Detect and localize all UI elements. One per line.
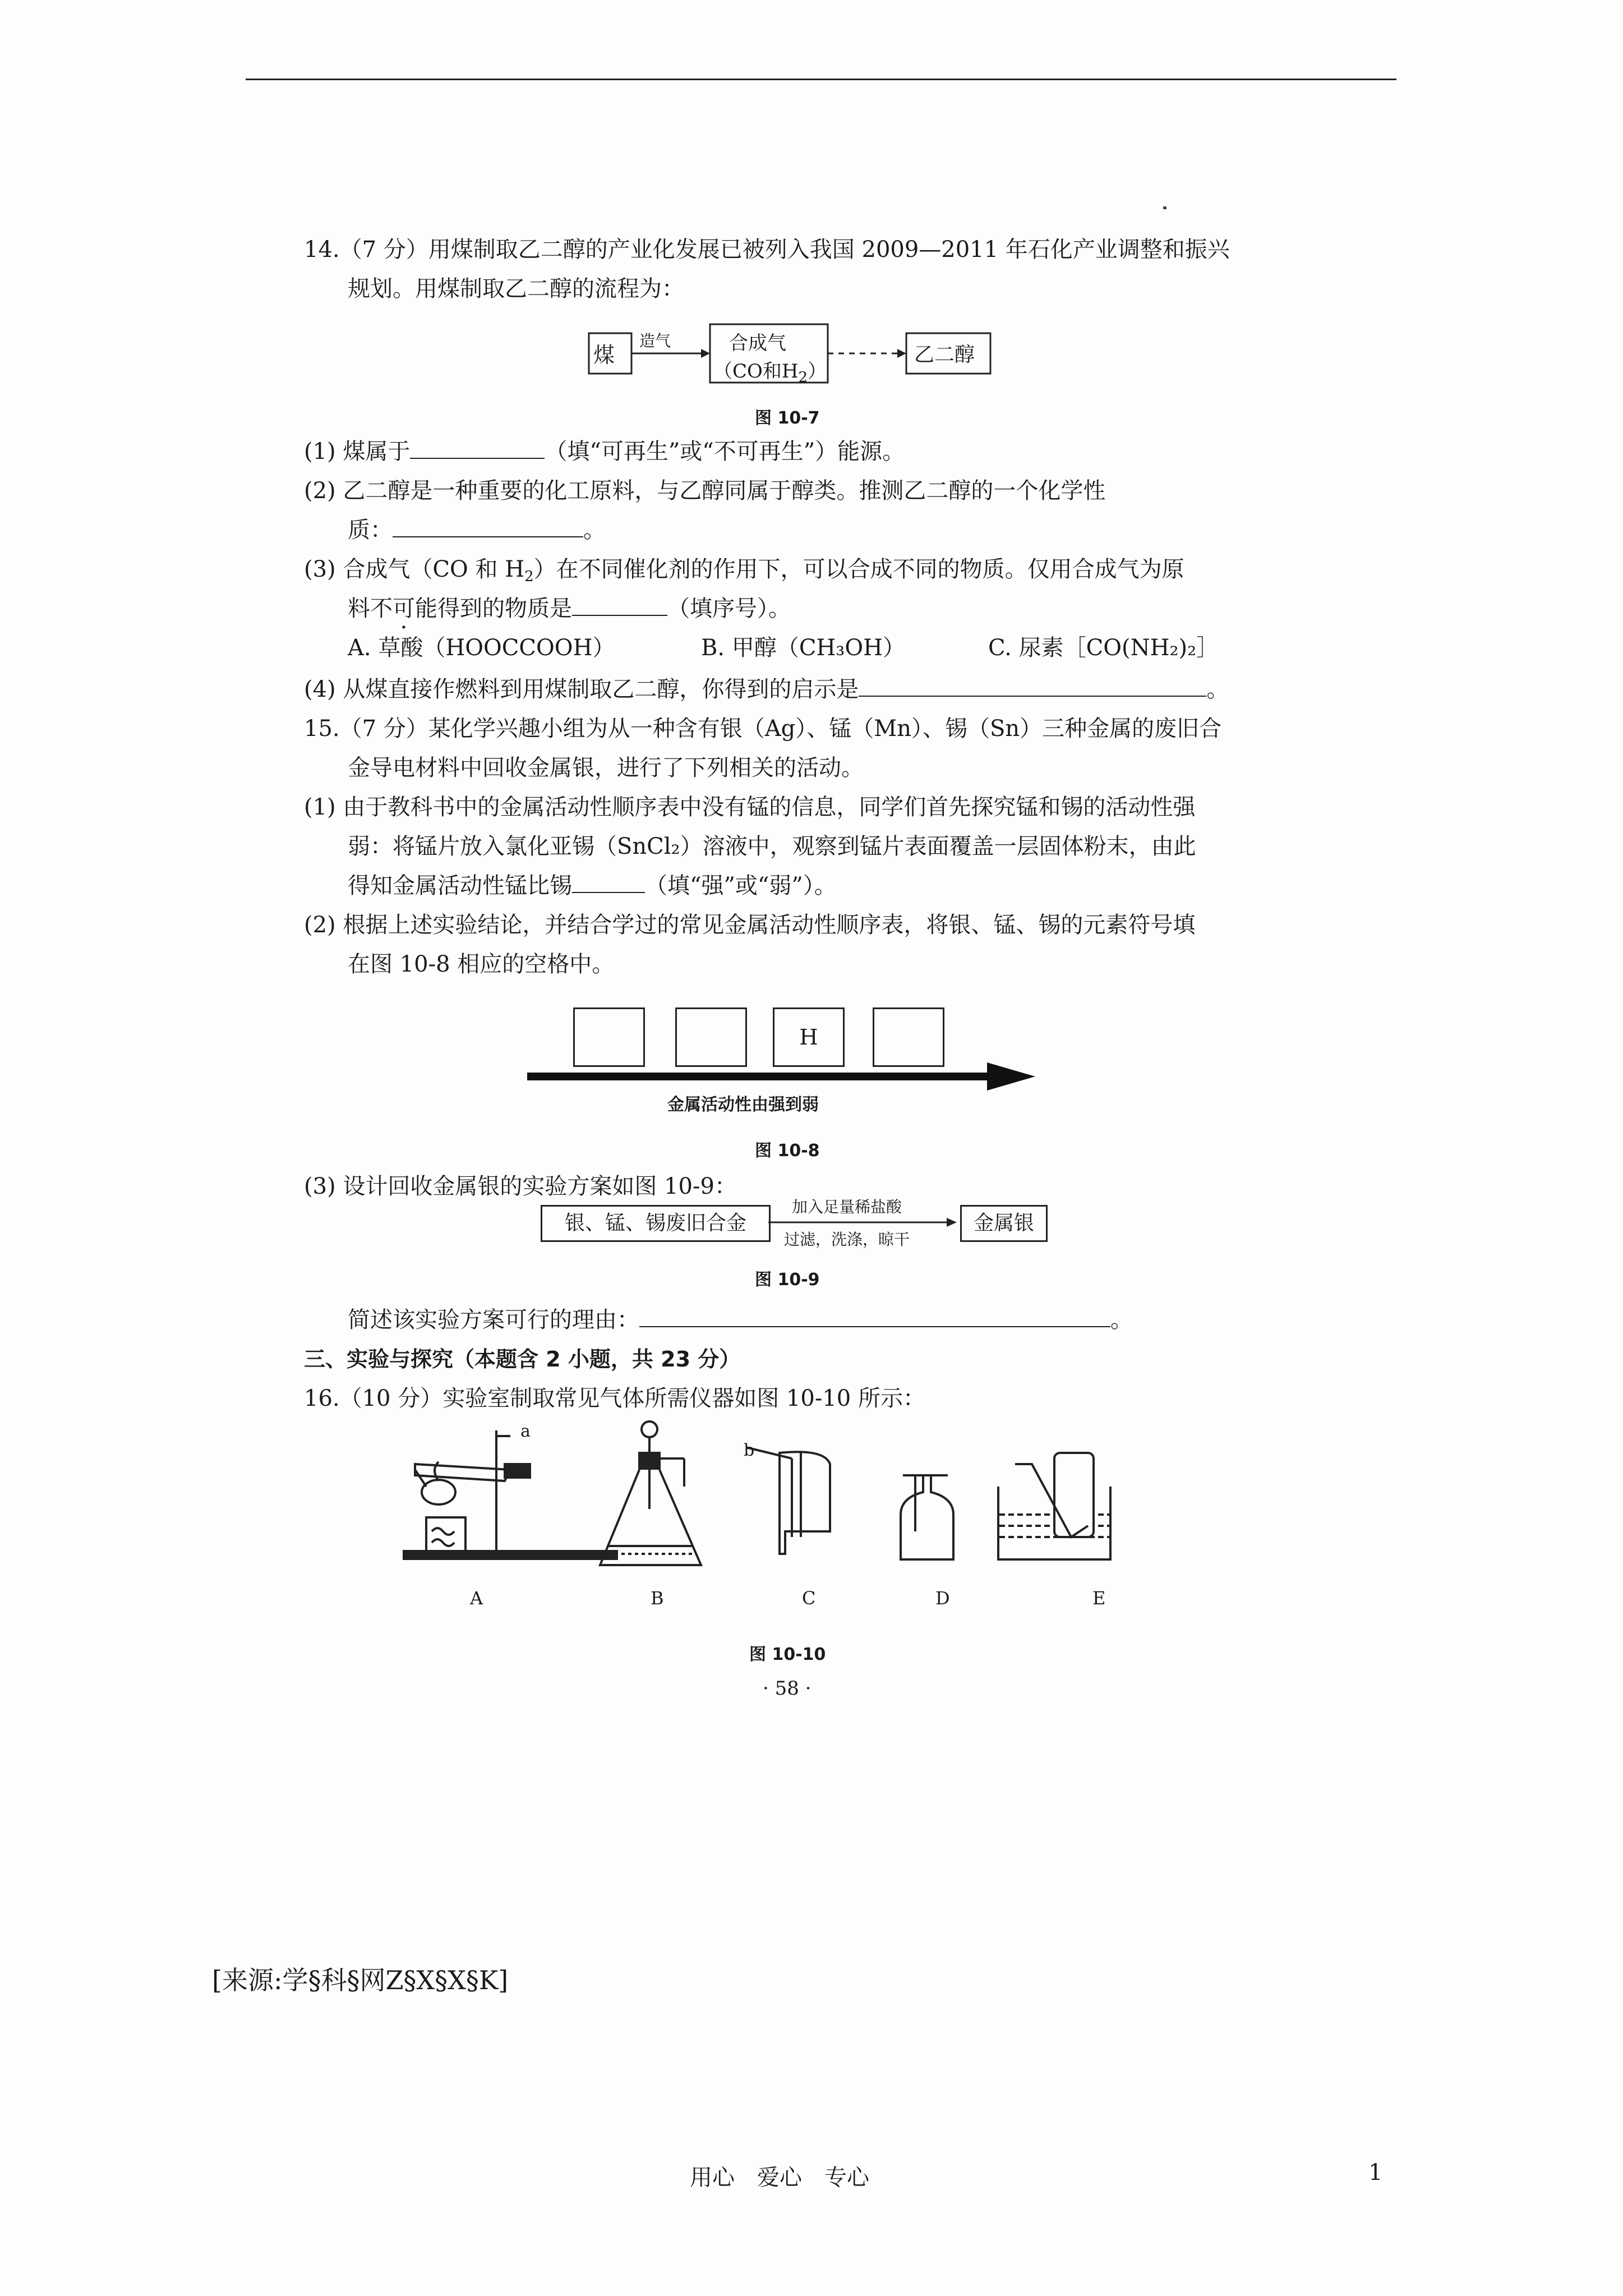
answer-blank-4[interactable]: [859, 675, 1206, 697]
q14-option-a: A. 草酸（HOOCCOOH）: [348, 635, 615, 661]
q15-reason: 简述该实验方案可行的理由： 。: [348, 1307, 1133, 1333]
apparatus-d: [901, 1475, 953, 1559]
flow-arrow1-label: 造气: [639, 332, 671, 350]
label-b: b: [744, 1441, 755, 1460]
q14-part3-line1: (3) 合成气（CO 和 $H_2$）在不同催化剂的作用下，可以合成不同的物质。仅用合成气为原: [304, 556, 1184, 585]
fig9-below-label: 过滤，洗涤，晾干: [784, 1230, 910, 1249]
label-B: B: [651, 1588, 664, 1609]
answer-blank-2[interactable]: [393, 516, 583, 537]
activity-box-3[interactable]: [873, 1007, 944, 1067]
q14-line2: 规划。用煤制取乙二醇的流程为：: [348, 276, 684, 302]
label-C: C: [802, 1588, 816, 1609]
fig9-left-box: 银、锰、锡废旧合金: [541, 1205, 771, 1242]
label-a: a: [520, 1421, 531, 1441]
answer-blank-3[interactable]: [572, 595, 667, 616]
activity-arrow: [527, 1061, 1043, 1095]
q14-part3-line2: 料不可能得到的物质是 （填序号）。: [348, 596, 791, 622]
stray-mark: [1163, 206, 1166, 209]
q15-part1-line1: (1) 由于教科书中的金属活动性顺序表中没有锰的信息，同学们首先探究锰和锡的活动性强: [304, 794, 1196, 820]
q15-part2-line2: 在图 10-8 相应的空格中。: [348, 951, 615, 977]
figure-10-10: [393, 1419, 1211, 1599]
footer-slogan: 用心 爱心 专心: [690, 2165, 869, 2191]
apparatus-a: [404, 1430, 617, 1559]
answer-blank-5[interactable]: [572, 872, 645, 893]
footer-page-number: 1: [1368, 2160, 1383, 2185]
label-A: A: [470, 1588, 483, 1609]
q14-line1: 14.（7 分）用煤制取乙二醇的产业化发展已被列入我国 2009—2011 年石化产业调整和振兴: [304, 237, 1230, 263]
activity-arrow-label: 金属活动性由强到弱: [667, 1095, 819, 1115]
source-note: [来源:学§科§网Z§X§X§K]: [212, 1965, 509, 1995]
q15-part1-line3: 得知金属活动性锰比锡 （填“强”或“弱”）。: [348, 873, 837, 899]
activity-box-h: H: [773, 1007, 845, 1067]
q14-part2-line2: 质： 。: [348, 517, 606, 543]
activity-box-1[interactable]: [573, 1007, 645, 1067]
fig-10-9-caption: 图 10-9: [755, 1270, 820, 1290]
section-3-heading: 三、实验与探究（本题含 2 小题，共 23 分）: [304, 1347, 741, 1372]
fig-10-8-caption: 图 10-8: [755, 1141, 820, 1161]
q14-part4: (4) 从煤直接作燃料到用煤制取乙二醇，你得到的启示是 。: [304, 677, 1229, 702]
fig-10-7-caption: 图 10-7: [755, 408, 820, 428]
label-D: D: [935, 1588, 950, 1609]
answer-blank-6[interactable]: [639, 1306, 1110, 1327]
q14-part1: (1) 煤属于 （填“可再生”或“不可再生”）能源。: [304, 439, 905, 464]
label-E: E: [1092, 1588, 1106, 1609]
flow-syngas-line1: 合成气: [729, 332, 786, 355]
apparatus-b: [600, 1421, 701, 1565]
q16-line1: 16.（10 分）实验室制取常见气体所需仪器如图 10-10 所示：: [304, 1386, 925, 1411]
emphasis-dots: 不可能: [370, 596, 437, 622]
fig9-above-label: 加入足量稀盐酸: [792, 1198, 902, 1216]
fig9-right-box: 金属银: [960, 1205, 1048, 1242]
flow-syngas-line2: （CO和$H_2$）: [713, 360, 827, 386]
q15-part1-line2: 弱：将锰片放入氯化亚锡（SnCl₂）溶液中，观察到锰片表面覆盖一层固体粉末，由此: [348, 834, 1196, 859]
apparatus-e: [998, 1453, 1110, 1559]
top-rule: [246, 79, 1396, 80]
q15-line2: 金导电材料中回收金属银，进行了下列相关的活动。: [348, 755, 864, 781]
flow-product: 乙二醇: [914, 343, 975, 366]
q14-option-c: C. 尿素［CO(NH₂)₂］: [988, 635, 1219, 661]
apparatus-c: [746, 1447, 830, 1554]
q15-part3: (3) 设计回收金属银的实验方案如图 10-9：: [304, 1174, 737, 1199]
printed-page-number: · 58 ·: [763, 1677, 811, 1700]
fig-10-10-caption: 图 10-10: [749, 1645, 826, 1664]
q14-part2-line1: (2) 乙二醇是一种重要的化工原料，与乙醇同属于醇类。推测乙二醇的一个化学性: [304, 478, 1106, 504]
activity-box-2[interactable]: [675, 1007, 747, 1067]
q15-line1: 15.（7 分）某化学兴趣小组为从一种含有银（Ag）、锰（Mn）、锡（Sn）三种金属的废旧合: [304, 716, 1222, 742]
flow-coal: 煤: [593, 343, 615, 367]
q14-option-b: B. 甲醇（CH₃OH）: [701, 635, 906, 661]
answer-blank-1[interactable]: [410, 438, 545, 459]
q15-part2-line1: (2) 根据上述实验结论，并结合学过的常见金属活动性顺序表，将银、锰、锡的元素符号填: [304, 912, 1196, 938]
